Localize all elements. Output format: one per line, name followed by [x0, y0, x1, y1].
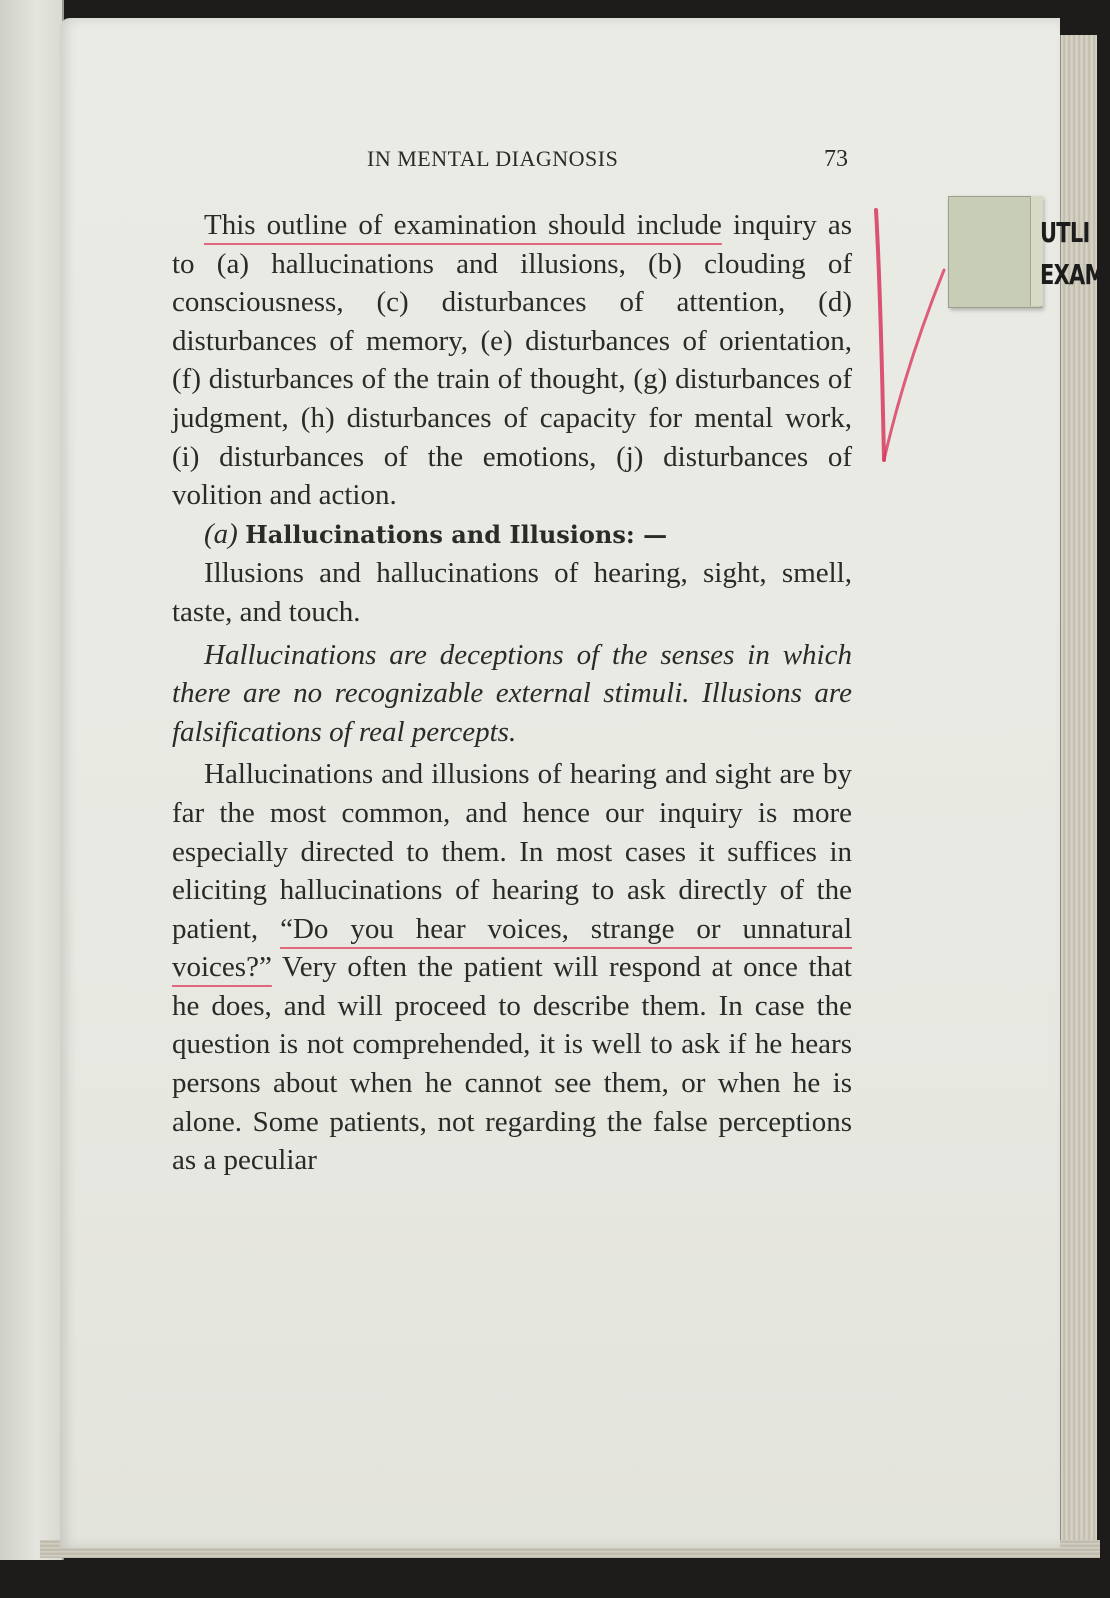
page-body-text — [172, 206, 852, 1180]
paragraph-inquiry — [172, 755, 852, 1180]
section-heading — [172, 515, 852, 555]
section-heading-title: Hallucinations and Illusions: — — [245, 519, 668, 549]
tab-label-line-2: EXAM — [1040, 258, 1105, 291]
underlined-phrase: This outline of examination should include — [204, 209, 722, 241]
index-tab-label — [1040, 212, 1105, 296]
inquiry-text-before: Hallucinations and illusions of hearing and sight are by far the most common, and hence our inquiry is more especially directed to them. In most cases it suffices in eliciting hallucinations of hearing to ask directly of the patient, — [172, 758, 852, 945]
paragraph-outline — [172, 206, 852, 515]
section-heading-letter: (a) — [204, 517, 238, 550]
red-check-annotation — [860, 190, 970, 480]
outline-list-text: inquiry as to (a) hallucinations and illusions, (b) clouding of consciousness, (c) disturbances of attention, (d) disturbances of memory, (e) disturbances of orientation, (f) disturbances of the train of thought, (g) disturbances of judgment, (h) disturbances of capacity for mental work, (i) disturbances of the emotions, (j) disturbances of volition and action. — [172, 209, 852, 512]
running-head: IN MENTAL DIAGNOSIS — [367, 146, 619, 171]
paragraph-senses: Illusions and hallucinations of hearing, sight, smell, taste, and touch. — [172, 557, 852, 628]
tab-label-line-1: UTLI — [1040, 216, 1090, 249]
page-number: 73 — [824, 146, 848, 172]
facing-page-edge — [0, 0, 64, 1560]
page-header — [172, 146, 852, 180]
paragraph-definitions: Hallucinations are deceptions of the senses in which there are no recognizable external stimuli. Illusions are falsifications of real percepts. — [172, 638, 852, 748]
underlined-question: “Do you hear voices, strange or unnatural voices?” — [172, 912, 853, 984]
inquiry-text-after: Very often the patient will respond at once that he does, and will proceed to describe them. In case the question is not comprehended, it is well to ask if he hears persons about when he cannot see them, or when he is alone. Some patients, not regarding the false perceptions as a peculiar — [172, 951, 852, 1177]
